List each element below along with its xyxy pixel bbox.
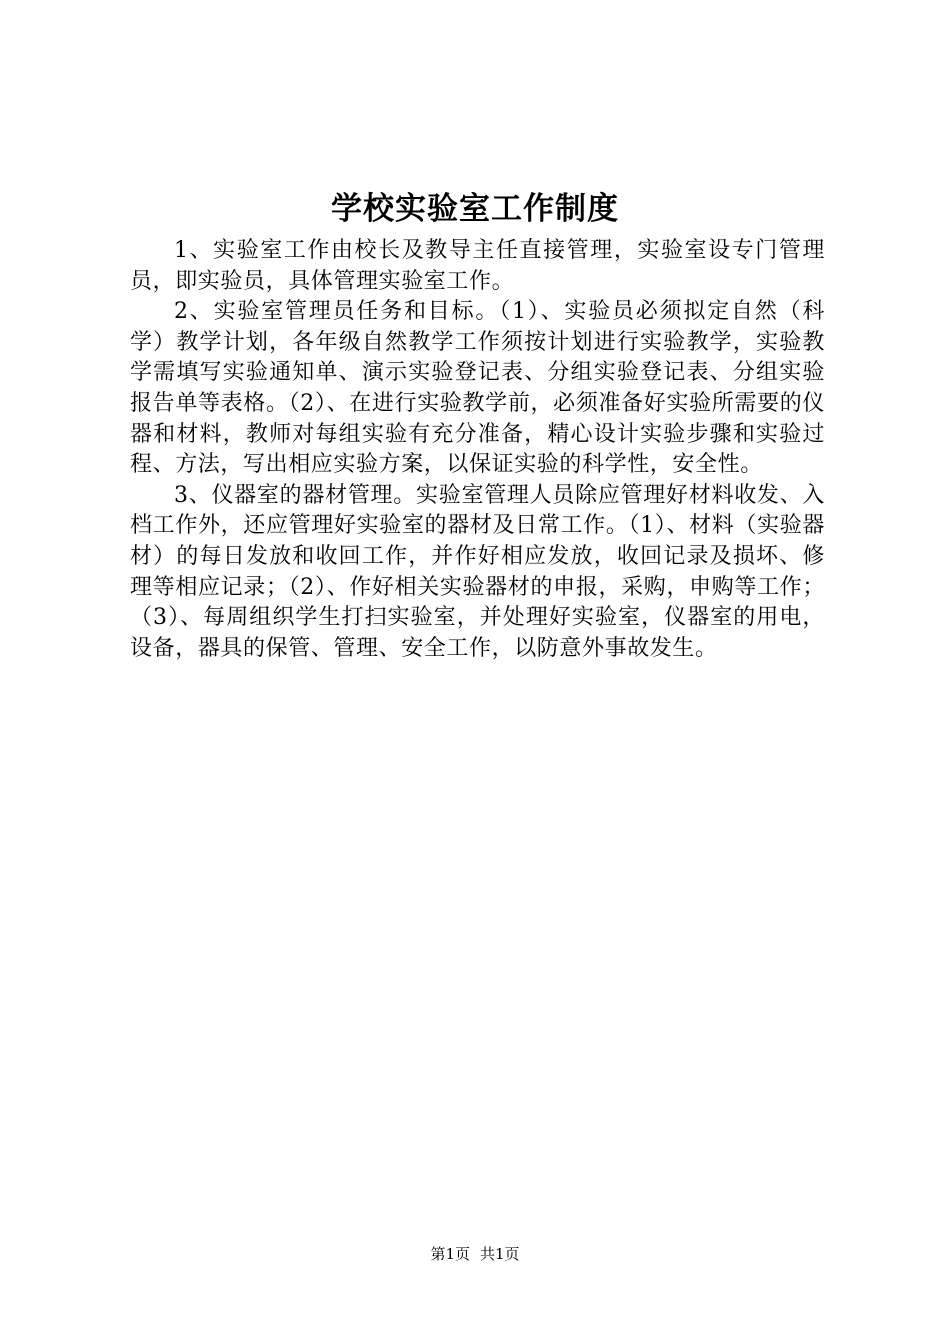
document-body	[130, 236, 825, 664]
document-title: 学校实验室工作制度	[331, 191, 619, 227]
page-number-current: 第1页	[430, 1245, 470, 1263]
paragraph-1: 1、实验室工作由校长及教导主任直接管理，实验室设专门管理员，即实验员，具体管理实验室工作。	[130, 238, 825, 294]
paragraph-3: 3、仪器室的器材管理。实验室管理人员除应管理好材料收发、入档工作外，还应管理好实验室的器材及日常工作。（1）、材料（实验器材）的每日发放和收回工作，并作好相应发放，收回记录及损坏、修理等相应记录；（2）、作好相关实验器材的申报，采购，申购等工作；（3）、每周组织学生打扫实验室，并处理好实验室，仪器室的用电，设备，器具的保管、管理、安全工作，以防意外事故发生。	[130, 482, 825, 661]
page-number-total: 共1页	[480, 1245, 520, 1263]
paragraph-2: 2、实验室管理员任务和目标。（1）、实验员必须拟定自然（科学）教学计划，各年级自然教学工作须按计划进行实验教学，实验教学需填写实验通知单、演示实验登记表、分组实验登记表、分组实验报告单等表格。（2）、在进行实验教学前，必须准备好实验所需要的仪器和材料，教师对每组实验有充分准备，精心设计实验步骤和实验过程、方法，写出相应实验方案，以保证实验的科学性，安全性。	[130, 299, 825, 478]
page-footer	[0, 1243, 950, 1265]
